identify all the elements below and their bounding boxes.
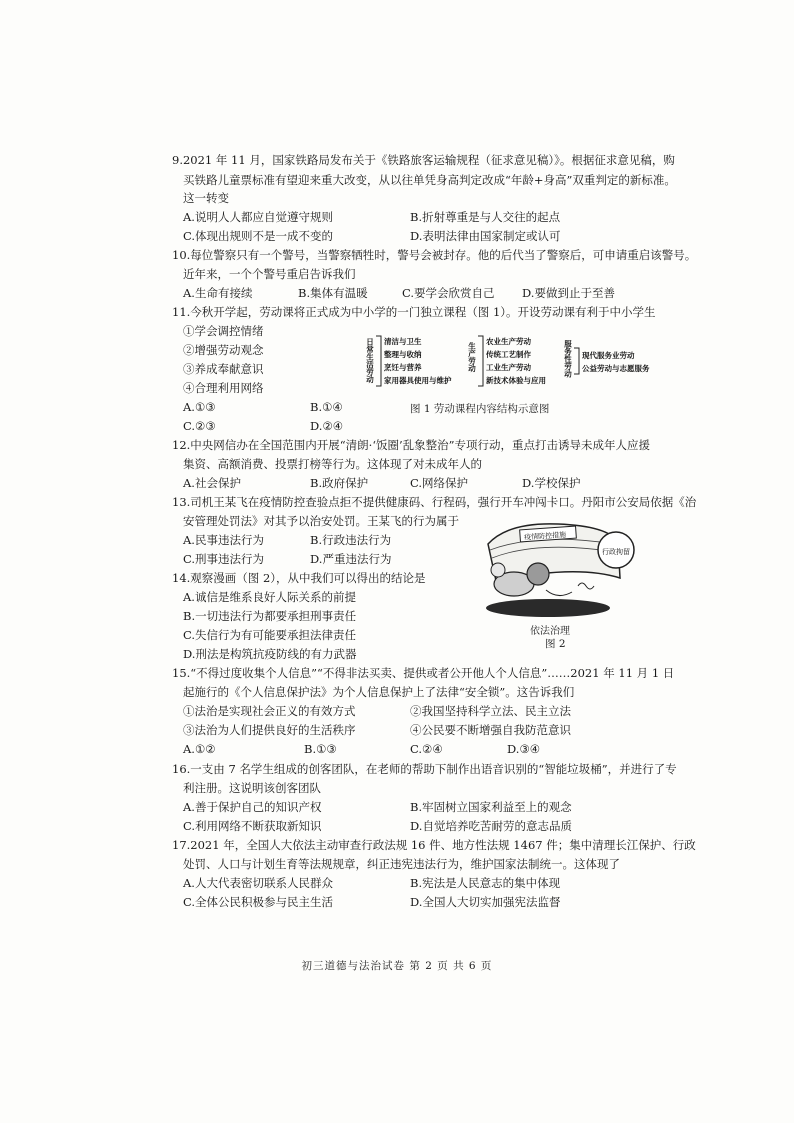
q13-stem-line2: 安管理处罚法》对其予以治安处罚。王某飞的行为属于 [183,514,459,528]
q11-option-d: D.②④ [310,419,344,433]
q13-stem-line1: 13.司机王某飞在疫情防控查验点拒不提供健康码、行程码，强行开车冲闯卡口。丹阳市公安局依据《治 [172,495,697,509]
q11-option-b: B.①④ [310,400,343,414]
diagram-group2-label: 生产劳动 [467,342,477,372]
group1-bracket [376,336,381,386]
group1-item-3: 烹饪与营养 [384,363,422,372]
q17-stem-line2: 处罚、人口与计划生育等法规规章，纠正违宪违法行为，维护国家法制统一。这体现了 [183,857,620,871]
group3-item-1: 现代服务业劳动 [582,351,635,360]
group1-item-2: 整理与收纳 [384,350,422,359]
cartoon-wheel [527,563,549,585]
q9-option-d: D.表明法律由国家制定或认可 [410,229,561,243]
group2-item-3: 工业生产劳动 [486,363,531,372]
q9-stem-line2: 买铁路儿童票标准有望迎来重大改变，从以往单凭身高判定改成“年龄+身高”双重判定的新标准。 [183,173,676,187]
q15-option-d: D.③④ [507,742,541,756]
q17-option-c: C.全体公民积极参与民主生活 [183,895,334,909]
q15-stem-line2: 起施行的《个人信息保护法》为个人信息保护上了法律“安全锁”。这告诉我们 [183,685,575,699]
q11-stem-line1: 11.今秋开学起，劳动课将正式成为中小学的一门独立课程（图 1）。开设劳动课有利于中小学生 [172,305,656,319]
q15-statement-3: ③法治为人们提供良好的生活秩序 [183,723,356,737]
q12-stem-line2: 集资、高额消费、投票打榜等行为。这体现了对未成年人的 [183,457,482,471]
q12-option-a: A.社会保护 [183,476,241,490]
q9-stem-line3: 这一转变 [183,191,229,205]
q10-option-c: C.要学会欣赏自己 [402,286,495,300]
cartoon-driver-head [491,563,505,577]
q9-stem-line1: 9.2021 年 11 月，国家铁路局发布关于《铁路旅客运输规程（征求意见稿）》。根据征求意见稿，购 [172,153,675,167]
group3-item-2: 公益劳动与志愿服务 [582,364,650,373]
q16-option-c: C.利用网络不断获取新知识 [183,819,322,833]
q15-statement-4: ④公民要不断增强自我防范意识 [410,723,571,737]
q11-statement-1: ①学会调控情绪 [183,324,264,338]
group2-bracket [478,336,483,386]
q13-option-c: C.刑事违法行为 [183,552,265,566]
q11-statement-2: ②增强劳动观念 [183,343,264,357]
law-enforcement-cartoon [468,514,646,624]
group2-item-4: 新技术体验与应用 [486,376,546,385]
q10-stem-line1: 10.每位警察只有一个警号，当警察牺牲时，警号会被封存。他的后代当了警察后，可申请重启该警号。 [172,248,697,262]
q10-stem-line2: 近年来，一个个警号重启告诉我们 [183,267,356,281]
q13-option-b: B.行政违法行为 [310,533,392,547]
figure2-caption: 图 2 [545,638,566,650]
q16-stem-line2: 利注册。这说明该创客团队 [183,781,321,795]
page-footer: 初三道德与法治试卷 第 2 页 共 6 页 [301,960,493,972]
diagram-group3-label: 服务性劳动 [563,340,573,378]
q12-stem-line1: 12.中央网信办在全国范围内开展“清朗·‘饭圈’乱象整治”专项行动，重点打击诱导未成年人应援 [172,438,651,452]
cartoon-tag-text: 疫情防控措施 [523,530,567,542]
q17-option-a: A.人大代表密切联系人民群众 [183,876,333,890]
q17-option-d: D.全国人大切实加强宪法监督 [410,895,561,909]
q10-option-a: A.生命有接续 [183,286,253,300]
diagram-group1-label: 日常生活劳动 [365,338,375,383]
group1-item-1: 清洁与卫生 [384,337,422,346]
q14-option-c: C.失信行为有可能要承担法律责任 [183,628,357,642]
cartoon-label: 依法治理 [530,626,570,637]
q14-option-a: A.诚信是维系良好人际关系的前提 [183,590,356,604]
q10-option-b: B.集体有温暖 [298,286,368,300]
q16-option-a: A.善于保护自己的知识产权 [183,800,322,814]
q11-statement-4: ④合理利用网络 [183,381,264,395]
q9-option-b: B.折射尊重是与人交往的起点 [410,210,561,224]
q16-option-d: D.自觉培养吃苦耐劳的意志品质 [410,819,572,833]
labor-course-structure-diagram [362,330,672,392]
q15-option-a: A.①② [183,742,216,756]
group2-item-2: 传统工艺制作 [486,350,531,359]
q13-option-d: D.严重违法行为 [310,552,392,566]
q13-option-a: A.民事违法行为 [183,533,264,547]
cartoon-seal-text: 行政拘留 [602,548,630,556]
q12-option-d: D.学校保护 [522,476,581,490]
q11-statement-3: ③养成奉献意识 [183,362,264,376]
q15-option-c: C.②④ [410,742,443,756]
q9-option-a: A.说明人人都应自觉遵守规则 [183,210,333,224]
q10-option-d: D.要做到止于至善 [522,286,615,300]
q11-option-c: C.②③ [183,419,216,433]
q15-statement-1: ①法治是实现社会正义的有效方式 [183,704,356,718]
group3-bracket [574,348,579,374]
group1-item-4: 家用器具使用与维护 [384,376,452,385]
q14-option-b: B.一切违法行为都要承担刑事责任 [183,609,357,623]
q9-option-c: C.体现出规则不是一成不变的 [183,229,334,243]
q12-option-c: C.网络保护 [410,476,469,490]
q14-option-d: D.刑法是构筑抗疫防线的有力武器 [183,647,357,661]
q17-stem-line1: 17.2021 年，全国人大依法主动审查行政法规 16 件、地方性法规 1467 件；集中清理长江保护、行政 [172,838,696,852]
q15-option-b: B.①③ [304,742,337,756]
group2-item-1: 农业生产劳动 [486,337,531,346]
q11-option-a: A.①③ [183,400,216,414]
cartoon-motion-lines [546,590,572,596]
q15-statement-2: ②我国坚持科学立法、民主立法 [410,704,571,718]
q15-stem-line1: 15.“不得过度收集个人信息”“不得非法买卖、提供或者公开他人个人信息”……2021 年 11 月 1 日 [172,666,675,680]
cartoon-motion-lines [578,583,594,589]
q12-option-b: B.政府保护 [310,476,369,490]
q17-option-b: B.宪法是人民意志的集中体现 [410,876,561,890]
q14-stem-line1: 14.观察漫画（图 2），从中我们可以得出的结论是 [172,571,426,585]
figure1-caption: 图 1 劳动课程内容结构示意图 [410,403,550,415]
q16-stem-line1: 16.一支由 7 名学生组成的创客团队，在老师的帮助下制作出语音识别的“智能垃圾桶”，并进行了专 [172,762,677,776]
cartoon-ground-shadow [486,599,610,617]
q16-option-b: B.牢固树立国家利益至上的观念 [410,800,572,814]
